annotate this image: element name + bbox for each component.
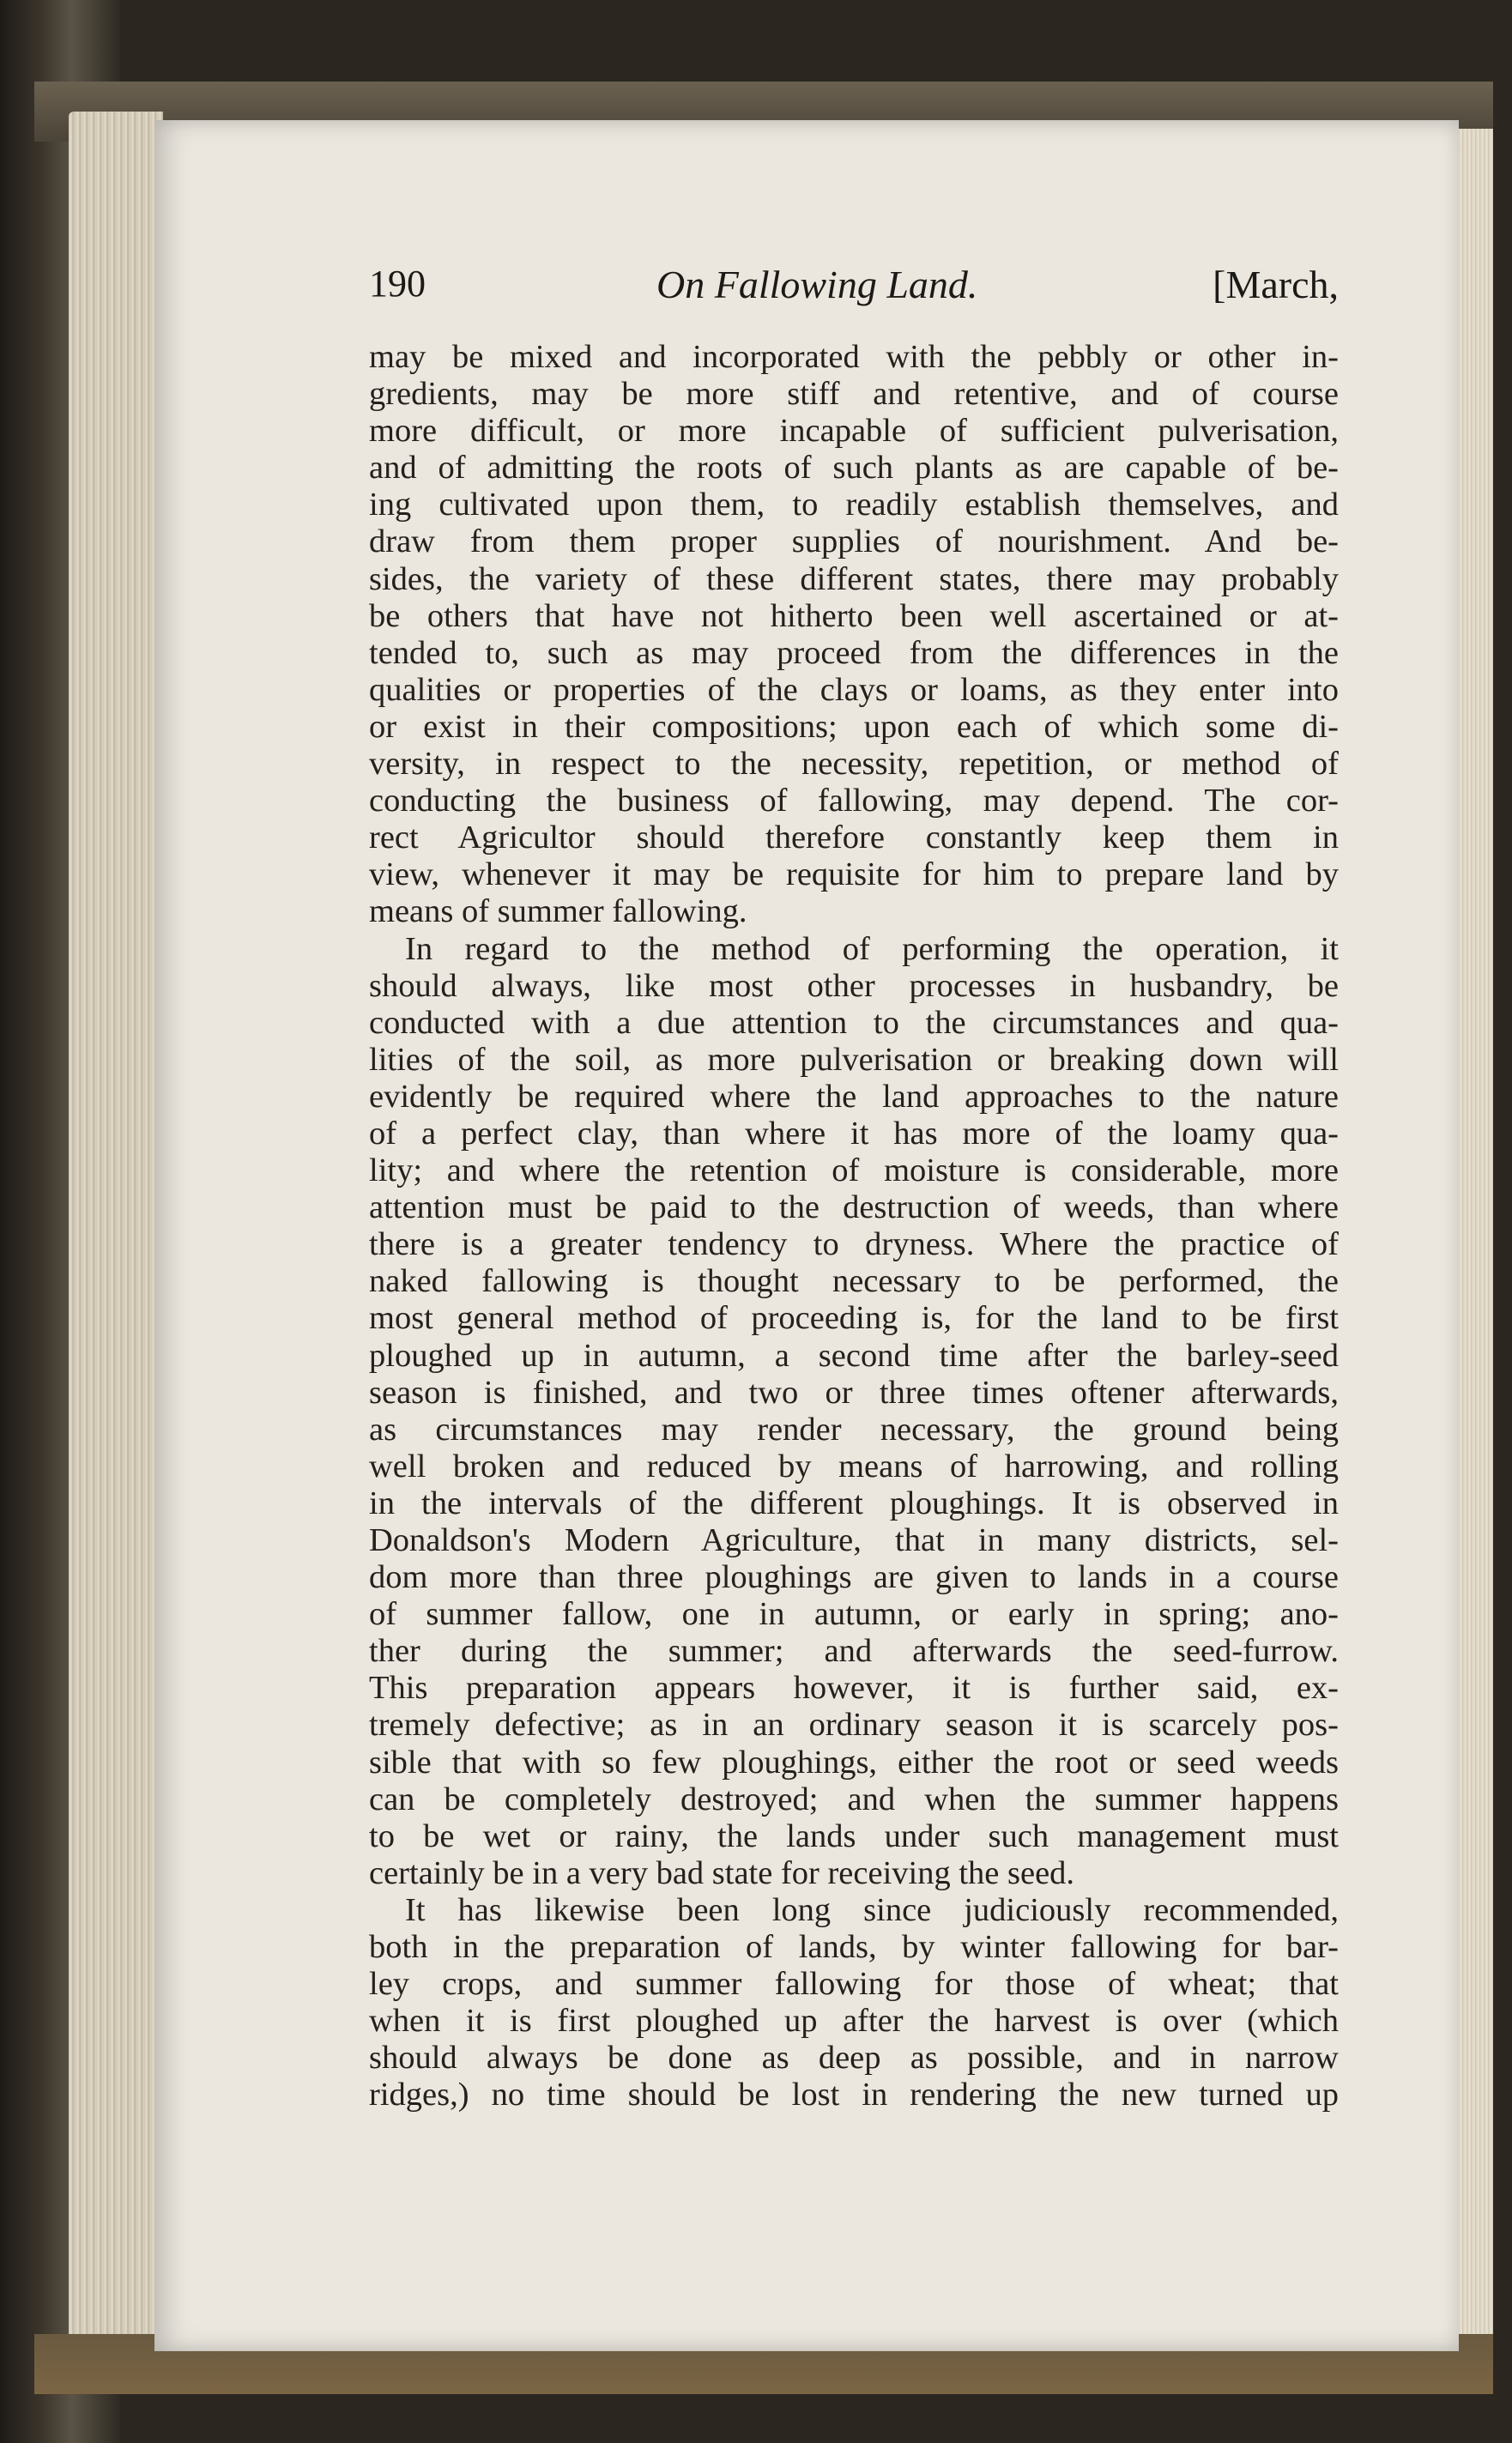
text-line: and of admitting the roots of such plants as are capable of be- — [369, 450, 1339, 487]
text-line: most general method of proceeding is, for the land to be first — [369, 1300, 1339, 1337]
text-line: conducting the business of fallowing, may depend. The cor- — [369, 783, 1339, 819]
text-line: dom more than three ploughings are given to lands in a course — [369, 1559, 1339, 1596]
text-line: can be completely destroyed; and when the summer happens — [369, 1781, 1339, 1817]
running-title: On Fallowing Land. — [656, 263, 978, 306]
text-line: ridges,) no time should be lost in rendering the new turned up — [369, 2077, 1339, 2113]
text-line: should always, like most other processes in husbandry, be — [369, 967, 1339, 1004]
text-line: sides, the variety of these different states, there may probably — [369, 560, 1339, 597]
text-line: lities of the soil, as more pulverisation or breaking down will — [369, 1041, 1339, 1078]
running-header — [369, 262, 1339, 322]
text-line: of a perfect clay, than where it has more of the loamy qua- — [369, 1115, 1339, 1152]
text-line: as circumstances may render necessary, the ground being — [369, 1411, 1339, 1448]
text-line: sible that with so few ploughings, either the root or seed weeds — [369, 1744, 1339, 1781]
text-line: certainly be in a very bad state for receiving the seed. — [369, 1854, 1075, 1891]
text-line: well broken and reduced by means of harrowing, and rolling — [369, 1448, 1339, 1485]
text-line: season is finished, and two or three times oftener afterwards, — [369, 1374, 1339, 1411]
page-edges-left — [69, 112, 163, 2360]
text-line: conducted with a due attention to the circumstances and qua- — [369, 1004, 1339, 1041]
text-line: should always be done as deep as possible, and in narrow — [369, 2040, 1339, 2077]
text-line: In regard to the method of performing the operation, it — [405, 930, 1339, 967]
text-line: when it is first ploughed up after the harvest is over (which — [369, 2003, 1339, 2040]
text-line: more difficult, or more incapable of sufficient pulverisation, — [369, 413, 1339, 450]
text-line: or exist in their compositions; upon each of which some di- — [369, 708, 1339, 745]
text-line: evidently be required where the land approaches to the nature — [369, 1078, 1339, 1115]
text-line: rect Agricultor should therefore constantly keep them in — [369, 819, 1339, 856]
text-line: It has likewise been long since judiciously recommended, — [405, 1891, 1339, 1928]
text-line: naked fallowing is thought necessary to be performed, the — [369, 1263, 1339, 1300]
text-line: versity, in respect to the necessity, repetition, or method of — [369, 746, 1339, 783]
text-line: tended to, such as may proceed from the differences in the — [369, 634, 1339, 671]
text-line: view, whenever it may be requisite for him to prepare land by — [369, 856, 1339, 893]
text-line: tremely defective; as in an ordinary season it is scarcely pos- — [369, 1707, 1339, 1744]
text-line: attention must be paid to the destruction of weeds, than where — [369, 1189, 1339, 1226]
text-line: ther during the summer; and afterwards the seed-furrow. — [369, 1633, 1339, 1670]
text-line: means of summer fallowing. — [369, 893, 747, 930]
text-line: ing cultivated upon them, to readily establish themselves, and — [369, 487, 1339, 523]
text-line: in the intervals of the different ploughings. It is observed in — [369, 1485, 1339, 1521]
text-line: Donaldson's Modern Agriculture, that in many districts, sel- — [369, 1522, 1339, 1558]
text-line: draw from them proper supplies of nourishment. And be- — [369, 523, 1339, 560]
page-number: 190 — [369, 263, 426, 305]
text-line: ley crops, and summer fallowing for those of wheat; that — [369, 1966, 1339, 2003]
text-line: This preparation appears however, it is further said, ex- — [369, 1670, 1339, 1707]
text-line: to be wet or rainy, the lands under such management must — [369, 1817, 1339, 1854]
text-line: be others that have not hitherto been well ascertained or at- — [369, 597, 1339, 634]
body-text — [369, 339, 1339, 2114]
text-line: qualities or properties of the clays or loams, as they enter into — [369, 671, 1339, 708]
text-line: gredients, may be more stiff and retentive, and of course — [369, 376, 1339, 413]
running-date: [March, — [1213, 263, 1339, 306]
text-line: of summer fallow, one in autumn, or early in spring; ano- — [369, 1596, 1339, 1633]
text-line: ploughed up in autumn, a second time after the barley-seed — [369, 1337, 1339, 1374]
text-line: lity; and where the retention of moisture is considerable, more — [369, 1152, 1339, 1189]
text-line: may be mixed and incorporated with the pebbly or other in- — [369, 339, 1339, 375]
text-line: there is a greater tendency to dryness. Where the practice of — [369, 1226, 1339, 1263]
text-line: both in the preparation of lands, by winter fallowing for bar- — [369, 1929, 1339, 1966]
